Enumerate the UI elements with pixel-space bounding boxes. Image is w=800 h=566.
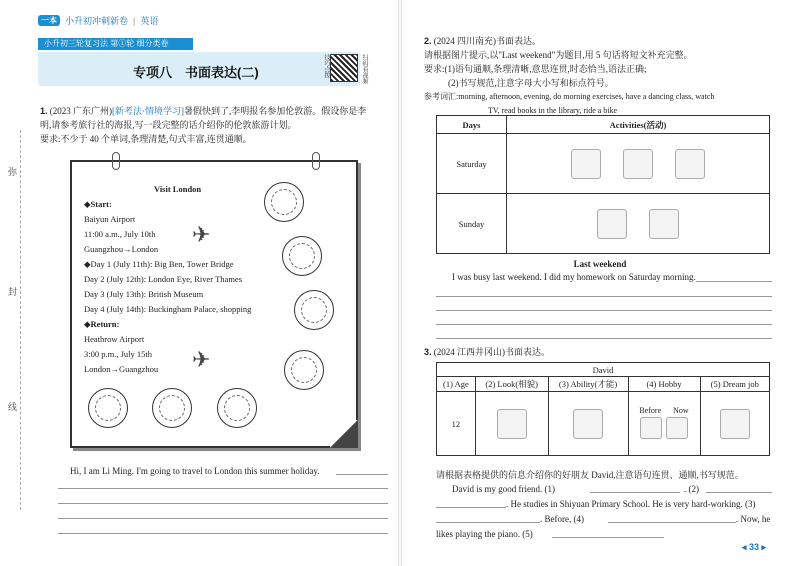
poster-line: ◆Start: — [84, 199, 112, 209]
table-header: Activities(活动) — [507, 116, 770, 134]
poster-line: Day 2 (July 12th): London Eye, River Thames — [84, 274, 243, 284]
shopping-icon — [88, 388, 128, 428]
poster-line: Day 3 (July 13th): British Museum — [84, 289, 204, 299]
ride-bike-icon — [649, 209, 679, 239]
poster-line: ◆Return: — [84, 319, 120, 329]
q3-sentence3: . He studies in Shiyuan Primary School. He is very hard-working. (3) — [506, 499, 756, 509]
page-header: 一本 小升初冲刺新卷 | 英语 — [38, 14, 158, 27]
table-header: (4) Hobby — [628, 377, 700, 392]
q3-sentence5: likes playing the piano. (5) — [436, 529, 533, 539]
answer-line[interactable] — [336, 474, 388, 475]
poster-line: Baiyun Airport — [84, 214, 136, 224]
poster-line: London→Guangzhou — [84, 364, 159, 374]
table-header-row — [437, 116, 770, 134]
answer-line[interactable] — [552, 537, 664, 538]
table-header: (2) Look(相貌) — [475, 377, 548, 392]
page-number: ◂ 33 ▸ — [741, 542, 766, 552]
day-cell: Sunday — [437, 194, 507, 254]
q2-number: 2. — [424, 36, 432, 46]
poster-line: Heathrow Airport — [84, 334, 145, 344]
david-name: David — [437, 363, 770, 377]
table-header: Days — [437, 116, 507, 134]
question-1 — [40, 104, 385, 146]
watch-tv-icon — [675, 149, 705, 179]
series-title: 小升初冲刺新卷 — [65, 16, 129, 26]
q1-requirement: 要求:不少于 40 个单词,条理清楚,句式丰富,连贯通顺。 — [40, 134, 252, 144]
answer-line[interactable] — [608, 522, 736, 523]
answer-line[interactable] — [436, 310, 772, 311]
q3-number: 3. — [424, 347, 432, 357]
david-info-table — [436, 362, 770, 456]
side-mark-3: 线 — [8, 402, 18, 412]
q1-essay-start: Hi, I am Li Ming. I'm going to travel to London this summer holiday. — [70, 466, 320, 476]
q2-essay-start: I was busy last weekend. I did my homework on Saturday morning. — [452, 272, 696, 282]
question-3 — [424, 345, 784, 359]
paper-clip-icon — [312, 152, 320, 170]
qr-label-left: 技巧点拨 — [323, 54, 329, 78]
hobby-before: Before — [639, 406, 662, 415]
page-curl — [330, 420, 358, 448]
section-title: 专项八 书面表达(二) — [133, 65, 259, 80]
drawing-hobby-icon — [640, 417, 662, 439]
qr-code-icon[interactable] — [330, 54, 358, 82]
london-eye-icon — [294, 290, 334, 330]
british-museum-icon — [217, 388, 257, 428]
table-header: (1) Age — [437, 377, 476, 392]
qr-code-block[interactable] — [322, 52, 370, 86]
answer-line[interactable] — [436, 324, 772, 325]
age-cell: 12 — [437, 392, 476, 456]
subject-label: 英语 — [140, 16, 159, 26]
table-header: (5) Dream job — [700, 377, 769, 392]
answer-line[interactable] — [436, 296, 772, 297]
paper-clip-icon — [112, 152, 120, 170]
morning-exercise-icon — [571, 149, 601, 179]
answer-line[interactable] — [436, 338, 772, 339]
poster-line: Guangzhou→London — [84, 244, 159, 254]
piano-hobby-icon — [666, 417, 688, 439]
answer-line[interactable] — [58, 533, 388, 534]
weekend-activity-table — [436, 115, 770, 254]
kungfu-ability-icon — [573, 409, 603, 439]
brand-logo: 一本 — [38, 15, 60, 26]
table-row — [437, 134, 770, 194]
table-row — [437, 194, 770, 254]
answer-line[interactable] — [58, 518, 388, 519]
q2-line3: (2)书写规范,注意字母大小写和标点符号。 — [448, 78, 614, 88]
right-page — [400, 0, 800, 566]
side-mark-1: 弥 — [8, 167, 18, 177]
poster-text — [84, 182, 251, 377]
river-thames-icon — [284, 350, 324, 390]
poster-title: Visit London — [154, 184, 202, 194]
answer-line[interactable] — [436, 522, 540, 523]
q1-number: 1. — [40, 106, 48, 116]
q2-line4: 参考词汇:morning, afternoon, evening, do morning exercises, have a dancing class, watch — [424, 92, 715, 101]
poster-line: 11:00 a.m., July 10th — [84, 229, 156, 239]
library-books-icon — [597, 209, 627, 239]
q1-source: (2023 广东广州) — [49, 106, 113, 116]
answer-line[interactable] — [590, 492, 680, 493]
q3-instruction: 请根据表格提供的信息介绍你的好朋友 David,注意语句连贯、通顺,书写规范。 — [436, 470, 744, 480]
poster-line: ◆Day 1 (July 11th): Big Ben, Tower Bridge — [84, 259, 234, 269]
question-2 — [424, 34, 784, 118]
hobby-now: Now — [673, 406, 689, 415]
qr-label-right: 扫码看视频 — [361, 54, 367, 84]
poster-line: Day 4 (July 14th): Buckingham Palace, shopping — [84, 304, 252, 314]
q3-marker-4: . Before, (4) — [540, 514, 584, 524]
q2-line2: 要求:(1)语句通顺,条理清晰,意思连贯,时态恰当,语法正确; — [424, 64, 647, 74]
answer-line[interactable] — [436, 507, 506, 508]
answer-line[interactable] — [706, 492, 772, 493]
day-cell: Saturday — [437, 134, 507, 194]
q2-source: (2024 四川南充)书面表达。 — [433, 36, 542, 46]
table-row — [437, 392, 770, 456]
buckingham-palace-icon — [152, 388, 192, 428]
q3-source: (2024 江西井冈山)书面表达。 — [433, 347, 551, 357]
q3-sentence1: David is my good friend. (1) — [452, 484, 555, 494]
police-officer-icon — [720, 409, 750, 439]
review-bar: 小升初三轮复习法 第①轮 细分类卷 — [38, 38, 193, 50]
boy-look-icon — [497, 409, 527, 439]
q2-line1: 请根据图片提示,以"Last weekend"为题目,用 5 句话将短文补充完整。 — [424, 50, 693, 60]
answer-line[interactable] — [58, 503, 388, 504]
big-ben-icon — [264, 182, 304, 222]
section-banner — [38, 52, 360, 86]
q1-text1: 暑假快到了,李明报名参加伦敦游。假设你是李 — [184, 106, 367, 116]
side-mark-2: 封 — [8, 287, 18, 297]
q2-line5: TV, read books in the library, ride a bike — [488, 106, 618, 115]
table-header: (3) Ability(才能) — [548, 377, 628, 392]
q3-marker-now: . Now, he — [736, 514, 771, 524]
table-header-row — [437, 377, 770, 392]
tower-bridge-icon — [282, 236, 322, 276]
q1-tag: [新考法·情境学习] — [112, 106, 185, 116]
dancing-class-icon — [623, 149, 653, 179]
binding-line — [20, 130, 21, 510]
q1-text2: 明,请参考旅行社的海报,写一段完整的话介绍你的伦敦旅游计划。 — [40, 120, 297, 130]
essay-title: Last weekend — [573, 259, 627, 269]
q3-marker-2: . (2) — [684, 484, 699, 494]
answer-line[interactable] — [696, 281, 772, 282]
airplane-icon: ✈ — [192, 222, 211, 247]
answer-line[interactable] — [58, 488, 388, 489]
travel-poster — [70, 160, 358, 448]
airplane-icon: ✈ — [192, 347, 211, 372]
poster-line: 3:00 p.m., July 15th — [84, 349, 153, 359]
